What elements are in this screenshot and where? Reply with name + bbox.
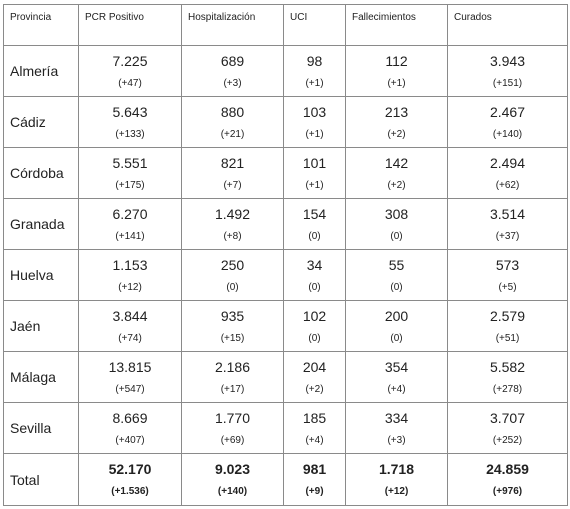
- cell-uci: [284, 454, 346, 506]
- hospitalizacion-value: 880: [220, 104, 245, 120]
- cell-pcr-positivo: [79, 148, 182, 199]
- cell-provincia: Cádiz: [4, 97, 79, 148]
- header-uci: UCI: [284, 5, 346, 46]
- uci-value: 102: [302, 308, 327, 324]
- uci-value: 34: [306, 257, 323, 273]
- cell-pcr-positivo: [79, 46, 182, 97]
- curados-daily-change: (+278): [492, 384, 523, 395]
- cell-pcr-positivo: [79, 250, 182, 301]
- cell-pcr-positivo: [79, 97, 182, 148]
- fallecimientos-value: 1.718: [378, 461, 415, 477]
- fallecimientos-daily-change: (+2): [387, 129, 406, 140]
- pcr-positivo-value: 13.815: [108, 359, 152, 375]
- pcr-positivo-daily-change: (+175): [115, 180, 145, 191]
- table-row: [4, 352, 568, 403]
- cell-uci: [284, 301, 346, 352]
- fallecimientos-value: 213: [384, 104, 409, 120]
- curados-value: 2.467: [489, 104, 526, 120]
- cell-uci: [284, 199, 346, 250]
- curados-daily-change: (+51): [495, 333, 520, 344]
- table-row: [4, 148, 568, 199]
- pcr-positivo-value: 3.844: [112, 308, 148, 324]
- cell-pcr-positivo: [79, 352, 182, 403]
- fallecimientos-daily-change: (+1): [387, 78, 406, 89]
- curados-daily-change: (+62): [495, 180, 520, 191]
- hospitalizacion-daily-change: (+15): [220, 333, 245, 344]
- fallecimientos-daily-change: (+2): [387, 180, 406, 191]
- header-pcr-positivo: PCR Positivo: [79, 5, 182, 46]
- fallecimientos-value: 55: [388, 257, 405, 273]
- hospitalizacion-daily-change: (0): [226, 282, 239, 293]
- cell-hospitalizacion: [182, 199, 284, 250]
- cell-curados: [448, 301, 568, 352]
- cell-fallecimientos: [346, 250, 448, 301]
- hospitalizacion-value: 689: [220, 53, 245, 69]
- cell-hospitalizacion: [182, 46, 284, 97]
- uci-daily-change: (0): [308, 333, 321, 344]
- curados-value: 3.707: [489, 410, 526, 426]
- table-row: [4, 199, 568, 250]
- cell-uci: [284, 250, 346, 301]
- curados-daily-change: (+37): [495, 231, 520, 242]
- pcr-positivo-daily-change: (+74): [118, 333, 142, 344]
- cell-provincia: Huelva: [4, 250, 79, 301]
- uci-value: 185: [302, 410, 327, 426]
- curados-value: 2.494: [489, 155, 526, 171]
- cell-provincia: Málaga: [4, 352, 79, 403]
- curados-daily-change: (+976): [492, 486, 523, 497]
- cell-fallecimientos: [346, 352, 448, 403]
- hospitalizacion-daily-change: (+3): [223, 78, 242, 89]
- hospitalizacion-daily-change: (+8): [223, 231, 242, 242]
- hospitalizacion-value: 1.770: [214, 410, 251, 426]
- uci-daily-change: (0): [308, 231, 321, 242]
- fallecimientos-daily-change: (0): [390, 282, 403, 293]
- fallecimientos-value: 334: [384, 410, 409, 426]
- curados-daily-change: (+151): [492, 78, 523, 89]
- cell-curados: [448, 148, 568, 199]
- cell-hospitalizacion: [182, 97, 284, 148]
- header-provincia: Provincia: [4, 5, 79, 46]
- cell-fallecimientos: [346, 301, 448, 352]
- pcr-positivo-value: 52.170: [108, 461, 152, 477]
- cell-pcr-positivo: [79, 403, 182, 454]
- cell-uci: [284, 97, 346, 148]
- pcr-positivo-value: 6.270: [112, 206, 148, 222]
- uci-value: 98: [306, 53, 323, 69]
- fallecimientos-value: 354: [384, 359, 409, 375]
- cell-hospitalizacion: [182, 301, 284, 352]
- cell-hospitalizacion: [182, 454, 284, 506]
- cell-provincia: Sevilla: [4, 403, 79, 454]
- uci-value: 981: [302, 461, 327, 477]
- fallecimientos-value: 308: [384, 206, 409, 222]
- curados-value: 3.943: [489, 53, 526, 69]
- hospitalizacion-daily-change: (+140): [217, 486, 248, 497]
- hospitalizacion-value: 9.023: [214, 461, 251, 477]
- fallecimientos-daily-change: (0): [390, 231, 403, 242]
- header-curados: Curados: [448, 5, 568, 46]
- hospitalizacion-daily-change: (+21): [220, 129, 245, 140]
- pcr-positivo-value: 5.643: [112, 104, 148, 120]
- hospitalizacion-value: 1.492: [214, 206, 251, 222]
- cell-hospitalizacion: [182, 352, 284, 403]
- pcr-positivo-daily-change: (+1.536): [111, 486, 149, 497]
- cell-provincia: Total: [4, 454, 79, 506]
- cell-curados: [448, 352, 568, 403]
- hospitalizacion-value: 821: [220, 155, 245, 171]
- cell-hospitalizacion: [182, 250, 284, 301]
- uci-daily-change: (+1): [305, 129, 324, 140]
- fallecimientos-daily-change: (0): [390, 333, 403, 344]
- cell-fallecimientos: [346, 454, 448, 506]
- hospitalizacion-daily-change: (+69): [220, 435, 245, 446]
- fallecimientos-value: 200: [384, 308, 409, 324]
- table-row: [4, 46, 568, 97]
- hospitalizacion-value: 935: [220, 308, 245, 324]
- cell-uci: [284, 403, 346, 454]
- uci-daily-change: (0): [308, 282, 321, 293]
- header-row: [4, 5, 568, 46]
- cell-pcr-positivo: [79, 199, 182, 250]
- fallecimientos-value: 112: [385, 53, 408, 69]
- pcr-positivo-daily-change: (+133): [115, 129, 145, 140]
- hospitalizacion-value: 2.186: [214, 359, 251, 375]
- curados-value: 24.859: [486, 461, 529, 477]
- hospitalizacion-value: 250: [220, 257, 245, 273]
- table-row: [4, 403, 568, 454]
- cell-pcr-positivo: [79, 454, 182, 506]
- uci-value: 154: [302, 206, 327, 222]
- uci-daily-change: (+9): [305, 486, 324, 497]
- cell-provincia: Jaén: [4, 301, 79, 352]
- cell-hospitalizacion: [182, 403, 284, 454]
- table-row: [4, 301, 568, 352]
- pcr-positivo-daily-change: (+547): [115, 384, 145, 395]
- cell-hospitalizacion: [182, 148, 284, 199]
- cell-fallecimientos: [346, 403, 448, 454]
- uci-value: 103: [302, 104, 327, 120]
- pcr-positivo-daily-change: (+12): [118, 282, 142, 293]
- cell-pcr-positivo: [79, 301, 182, 352]
- pcr-positivo-value: 8.669: [112, 410, 148, 426]
- fallecimientos-daily-change: (+12): [384, 486, 409, 497]
- cell-fallecimientos: [346, 97, 448, 148]
- total-row: [4, 454, 568, 506]
- uci-daily-change: (+2): [305, 384, 324, 395]
- cell-uci: [284, 148, 346, 199]
- cell-fallecimientos: [346, 148, 448, 199]
- cell-uci: [284, 46, 346, 97]
- fallecimientos-daily-change: (+3): [387, 435, 406, 446]
- hospitalizacion-daily-change: (+7): [223, 180, 242, 191]
- uci-value: 204: [302, 359, 327, 375]
- curados-value: 3.514: [489, 206, 526, 222]
- cell-curados: [448, 403, 568, 454]
- curados-value: 573: [495, 257, 520, 273]
- cell-curados: [448, 199, 568, 250]
- pcr-positivo-daily-change: (+141): [115, 231, 145, 242]
- pcr-positivo-value: 5.551: [112, 155, 148, 171]
- uci-value: 101: [302, 155, 327, 171]
- cell-curados: [448, 46, 568, 97]
- cell-provincia: Granada: [4, 199, 79, 250]
- curados-value: 2.579: [489, 308, 526, 324]
- cell-provincia: Córdoba: [4, 148, 79, 199]
- table-row: [4, 97, 568, 148]
- fallecimientos-daily-change: (+4): [387, 384, 406, 395]
- cell-provincia: Almería: [4, 46, 79, 97]
- cell-curados: [448, 97, 568, 148]
- covid-data-table: [3, 4, 568, 506]
- uci-daily-change: (+1): [305, 180, 324, 191]
- pcr-positivo-daily-change: (+47): [118, 78, 142, 89]
- pcr-positivo-value: 1.153: [112, 257, 148, 273]
- fallecimientos-value: 142: [384, 155, 409, 171]
- table-row: [4, 250, 568, 301]
- header-fallecimientos: Fallecimientos: [346, 5, 448, 46]
- cell-fallecimientos: [346, 46, 448, 97]
- pcr-positivo-daily-change: (+407): [115, 435, 145, 446]
- curados-daily-change: (+5): [498, 282, 517, 293]
- curados-daily-change: (+252): [492, 435, 523, 446]
- uci-daily-change: (+1): [305, 78, 324, 89]
- cell-curados: [448, 250, 568, 301]
- curados-value: 5.582: [489, 359, 526, 375]
- curados-daily-change: (+140): [492, 129, 523, 140]
- cell-curados: [448, 454, 568, 506]
- pcr-positivo-value: 7.225: [112, 53, 148, 69]
- cell-uci: [284, 352, 346, 403]
- cell-fallecimientos: [346, 199, 448, 250]
- uci-daily-change: (+4): [305, 435, 324, 446]
- hospitalizacion-daily-change: (+17): [220, 384, 245, 395]
- header-hospitalizacion: Hospitalización: [182, 5, 284, 46]
